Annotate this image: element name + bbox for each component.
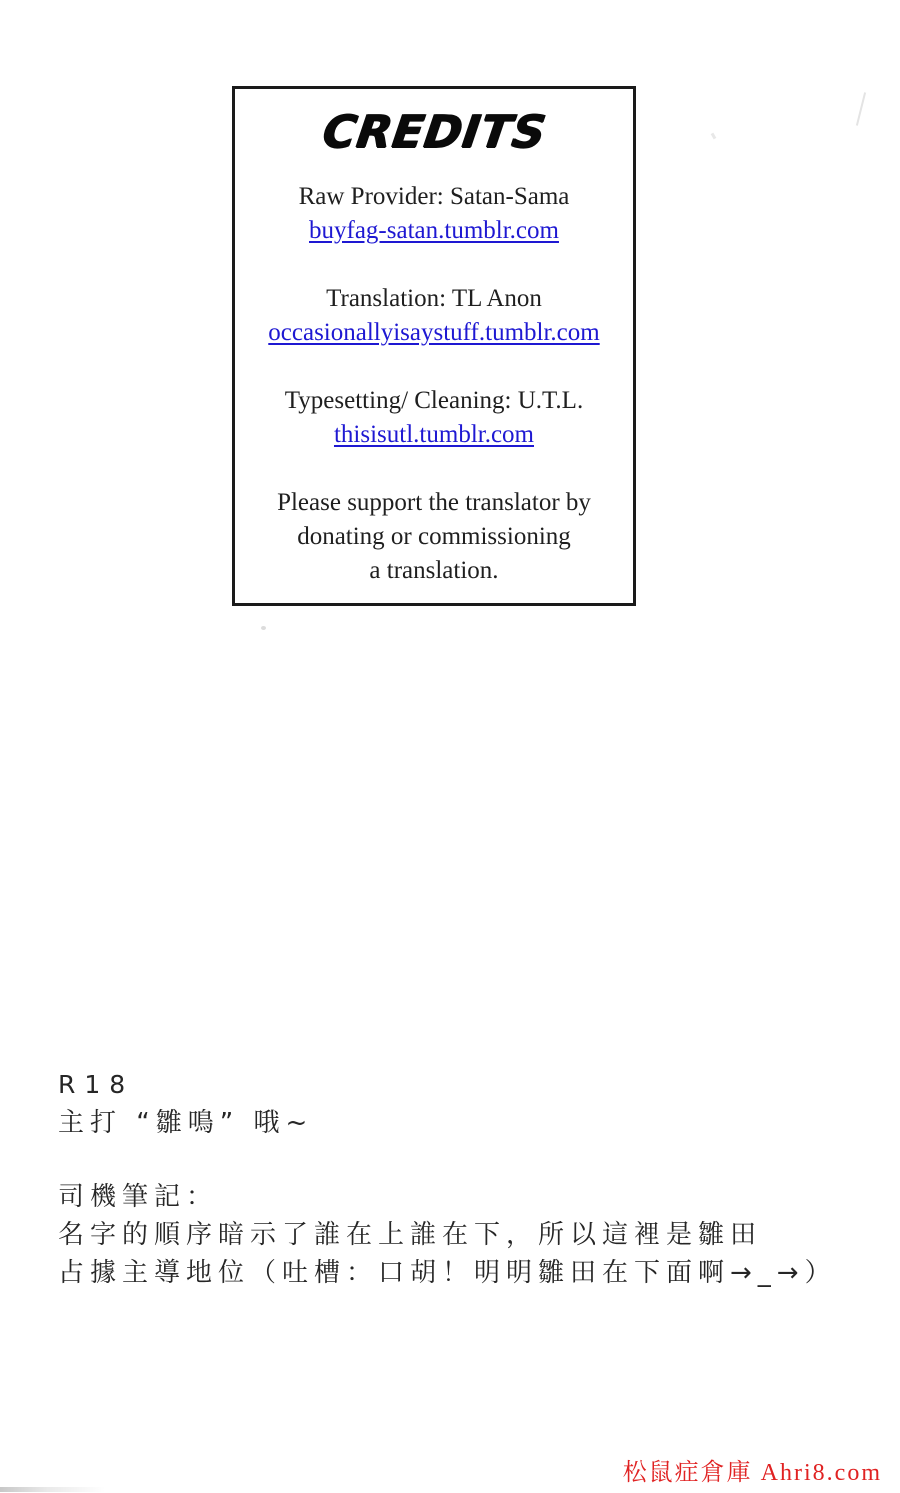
credit-section-raw-provider	[235, 180, 633, 248]
driver-note-line2: 占據主導地位（吐槽：口胡！明明雛田在下面啊→_→）	[58, 1258, 837, 1288]
support-note-line1: Please support the translator by	[277, 489, 591, 516]
scan-dot-below-box	[261, 626, 266, 630]
credits-title: CREDITS	[318, 105, 550, 158]
credit-section-typesetting	[235, 384, 633, 452]
ahri8-watermark: 松鼠症倉庫 Ahri8.com	[622, 1460, 882, 1486]
support-note-line2: donating or commissioning	[297, 523, 571, 550]
driver-note-title: 司機筆記：	[58, 1182, 219, 1212]
rating-note: R18	[58, 1070, 135, 1099]
typesetting-link[interactable]: thisisutl.tumblr.com	[333, 421, 534, 448]
typesetting-label: Typesetting/ Cleaning: U.T.L.	[284, 387, 584, 414]
pairing-tagline: 主打 “雛鳴” 哦~	[58, 1108, 314, 1138]
translation-link[interactable]: occasionallyisaystuff.tumblr.com	[268, 319, 600, 346]
handwritten-translator-notes	[58, 1066, 837, 1292]
scan-dot-top-right	[711, 133, 717, 140]
scan-smudge-bottom-left	[0, 1487, 105, 1492]
credits-box	[232, 86, 636, 606]
translation-label: Translation: TL Anon	[326, 285, 542, 312]
notes-gap	[58, 1142, 837, 1178]
scan-mark-right-edge	[856, 92, 866, 125]
credit-section-translation	[235, 282, 633, 350]
raw-provider-link[interactable]: buyfag-satan.tumblr.com	[309, 217, 559, 244]
support-note-line3: a translation.	[369, 557, 499, 584]
raw-provider-label: Raw Provider: Satan-Sama	[298, 183, 570, 210]
support-note	[235, 486, 633, 588]
driver-note-line1: 名字的順序暗示了誰在上誰在下，所以這裡是雛田	[58, 1220, 763, 1250]
